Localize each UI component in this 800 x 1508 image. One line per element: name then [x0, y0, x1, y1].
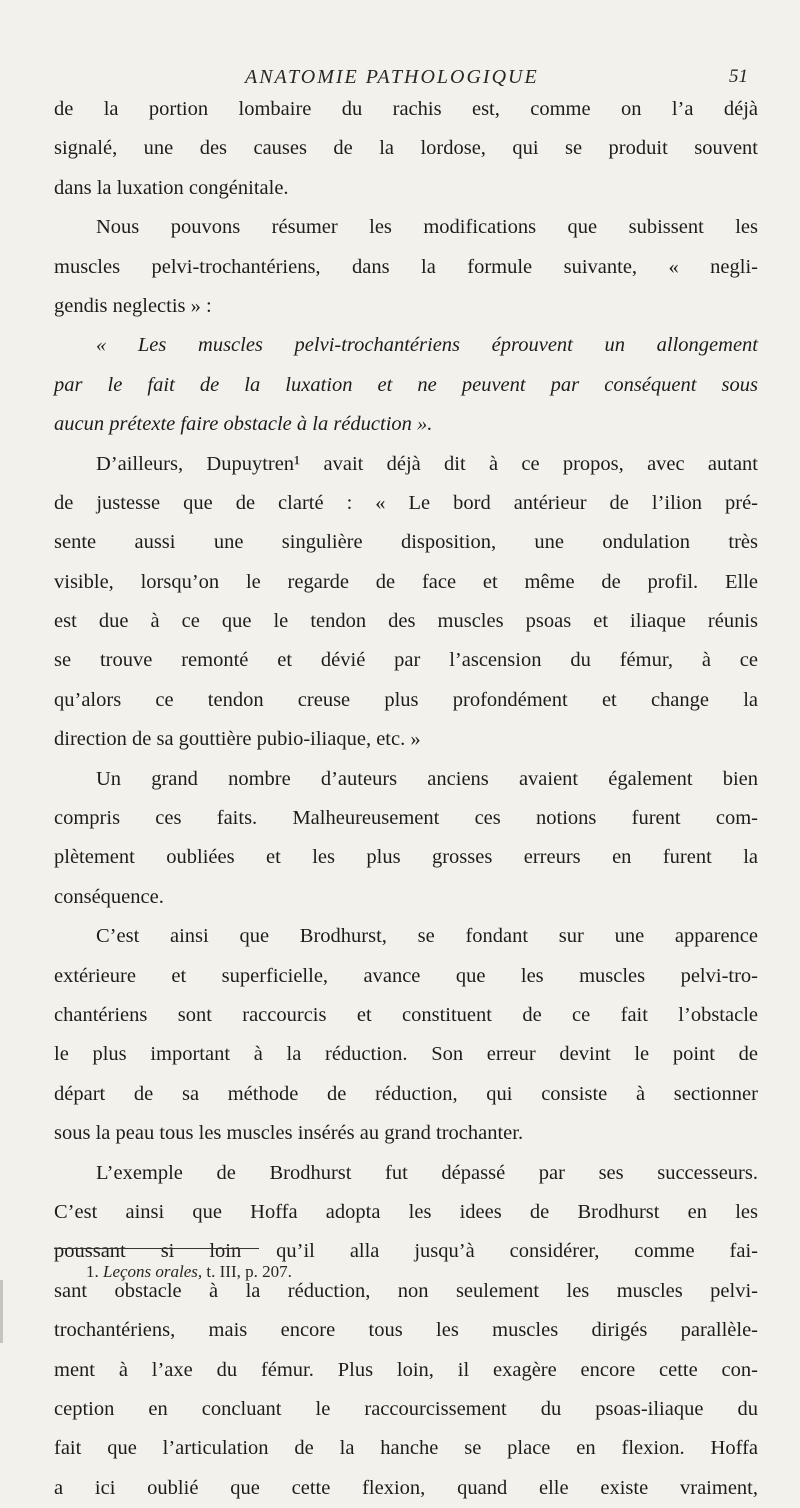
page-number: 51	[729, 66, 748, 87]
text-line: signalé, une des causes de la lordose, qui se produit souvent	[54, 137, 758, 160]
text-line: départ de sa méthode de réduction, qui consiste à sectionner	[54, 1082, 758, 1105]
text-line: sente aussi une singulière disposition, une ondulation très	[54, 531, 758, 554]
text-line: visible, lorsqu’on le regarde de face et même de profil. Elle	[54, 570, 758, 593]
text-line: poussant si loin qu’il alla jusqu’à considérer, comme fai-	[54, 1240, 758, 1263]
text-line: Un grand nombre d’auteurs anciens avaient également bien	[96, 767, 758, 790]
text-line: le plus important à la réduction. Son erreur devint le point de	[54, 1043, 758, 1066]
text-line: conséquence.	[54, 885, 164, 908]
text-line: est due à ce que le tendon des muscles psoas et iliaque réunis	[54, 610, 758, 633]
text-line: Nous pouvons résumer les modifications que subissent les	[96, 216, 758, 239]
text-line: a ici oublié que cette flexion, quand elle existe vraiment,	[54, 1476, 758, 1499]
text-line: par le fait de la luxation et ne peuvent par conséquent sous	[54, 373, 758, 396]
text-line: L’exemple de Brodhurst fut dépassé par ses successeurs.	[96, 1161, 758, 1184]
text-line: fait que l’articulation de la hanche se place en flexion. Hoffa	[54, 1437, 758, 1460]
text-line: C’est ainsi que Hoffa adopta les idees de Brodhurst en les	[54, 1200, 758, 1223]
page-edge-mark	[0, 1280, 3, 1343]
text-line: trochantériens, mais encore tous les muscles dirigés parallèle-	[54, 1319, 758, 1342]
text-line: muscles pelvi-trochantériens, dans la formule suivante, « negli-	[54, 255, 758, 278]
text-line: extérieure et superficielle, avance que les muscles pelvi-tro-	[54, 964, 758, 987]
text-line: de la portion lombaire du rachis est, comme on l’a déjà	[54, 98, 758, 120]
footnote-number: 1.	[86, 1262, 99, 1281]
text-line: ment à l’axe du fémur. Plus loin, il exagère encore cette con-	[54, 1358, 758, 1381]
text-line: « Les muscles pelvi-trochantériens éprouvent un allongement	[96, 334, 758, 357]
text-line: sous la peau tous les muscles insérés au grand trochanter.	[54, 1122, 524, 1145]
text-line: aucun prétexte faire obstacle à la réduction ».	[54, 413, 433, 436]
text-line: direction de sa gouttière pubio-iliaque, etc. »	[54, 728, 421, 751]
footnote	[86, 1262, 292, 1282]
text-line: C’est ainsi que Brodhurst, se fondant sur une apparence	[96, 925, 758, 948]
running-title: ANATOMIE PATHOLOGIQUE	[245, 66, 539, 88]
text-line: compris ces faits. Malheureusement ces notions furent com-	[54, 807, 758, 830]
footnote-rule	[54, 1248, 259, 1249]
footnote-reference: t. III, p. 207.	[206, 1262, 292, 1281]
text-line: de justesse que de clarté : « Le bord antérieur de l’ilion pré-	[54, 491, 758, 514]
body-text	[54, 90, 758, 1508]
footnote-source-title: Leçons orales,	[103, 1262, 203, 1281]
text-line: dans la luxation congénitale.	[54, 176, 289, 199]
text-line: gendis neglectis » :	[54, 294, 212, 317]
text-line: chantériens sont raccourcis et constituent de ce fait l’obstacle	[54, 1003, 758, 1026]
text-line: D’ailleurs, Dupuytren¹ avait déjà dit à ce propos, avec autant	[96, 452, 758, 475]
text-line: ception en concluant le raccourcissement du psoas-iliaque du	[54, 1397, 758, 1420]
text-line: se trouve remonté et dévié par l’ascension du fémur, à ce	[54, 649, 758, 672]
text-line: sant obstacle à la réduction, non seulement les muscles pelvi-	[54, 1279, 758, 1302]
text-line: plètement oubliées et les plus grosses erreurs en furent la	[54, 846, 758, 869]
text-line: qu’alors ce tendon creuse plus profondément et change la	[54, 688, 758, 711]
